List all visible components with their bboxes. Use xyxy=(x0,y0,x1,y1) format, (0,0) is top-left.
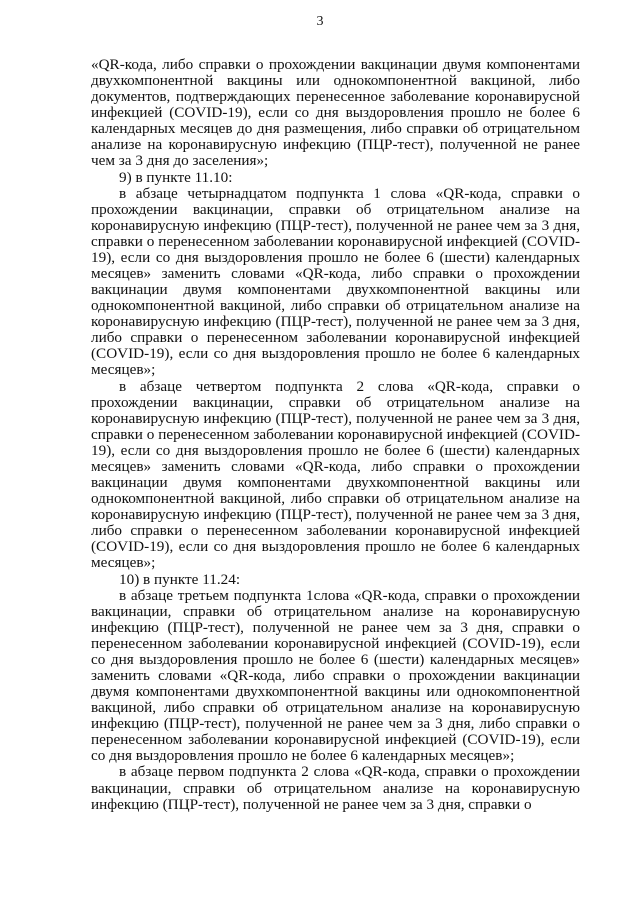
paragraph-11-24-subitem-2: в абзаце первом подпункта 2 слова «QR-кода, справки о прохождении вакцинации, справки об отрицательном анализе на коронавирусную инфекцию (ПЦР-тест), полученной не ранее чем за 3 дня, справки о xyxy=(91,763,580,813)
item-9-heading: 9) в пункте 11.10: xyxy=(119,168,233,186)
paragraph-continuation: «QR-кода, либо справки о прохождении вакцинации двумя компонентами двухкомпонентной вакцины или однокомпонентной вакциной, либо документов, подтверждающих перенесенное заболевание коронавирусной инфекцией (COVID-19), если со дня выздоровления прошло не более 6 календарных месяцев до дня размещения, либо справки об отрицательном анализе на коронавирусную инфекцию (ПЦР-тест), полученной не ранее чем за 3 дня до заселения»; xyxy=(91,56,580,170)
document-body xyxy=(91,57,580,813)
item-10-heading: 10) в пункте 11.24: xyxy=(119,570,241,588)
paragraph-11-10-subitem-1: в абзаце четырнадцатом подпункта 1 слова «QR-кода, справки о прохождении вакцинации, справки об отрицательном анализе на коронавирусную инфекцию (ПЦР-тест), полученной не ранее чем за 3 дня, справки о перенесенном заболевании коронавирусной инфекцией (COVID-19), если со дня выздоровления прошло не более 6 (шести) календарных месяцев» заменить словами «QR-кода, либо справки о прохождении вакцинации двумя компонентами двухкомпонентной вакцины или однокомпонентной вакциной, либо справки об отрицательном анализе на коронавирусную инфекцию (ПЦР-тест), полученной не ранее чем за 3 дня, либо справки о перенесенном заболевании коронавирусной инфекцией (COVID-19), если со дня выздоровления прошло не более 6 календарных месяцев»; xyxy=(91,184,580,379)
page-number: 3 xyxy=(316,14,324,29)
paragraph-11-24-subitem-1: в абзаце третьем подпункта 1слова «QR-кода, справки о прохождении вакцинации, справки об отрицательном анализе на коронавирусную инфекцию (ПЦР-тест), полученной не ранее чем за 3 дня, справки о перенесенном заболевании коронавирусной инфекцией (COVID-19), если со дня выздоровления прошло не более 6 (шести) календарных месяцев» заменить словами «QR-кода, либо справки о прохождении вакцинации двумя компонентами двухкомпонентной вакцины или однокомпонентной вакциной, либо справки об отрицательном анализе на коронавирусную инфекцию (ПЦР-тест), полученной не ранее чем за 3 дня, либо справки о перенесенном заболевании коронавирусной инфекцией (COVID-19), если со дня выздоровления прошло не более 6 календарных месяцев»; xyxy=(91,586,580,765)
paragraph-11-10-subitem-2: в абзаце четвертом подпункта 2 слова «QR-кода, справки о прохождении вакцинации, справки об отрицательном анализе на коронавирусную инфекцию (ПЦР-тест), полученной не ранее чем за 3 дня, справки о перенесенном заболевании коронавирусной инфекцией (COVID-19), если со дня выздоровления прошло не более 6 (шести) календарных месяцев» заменить словами «QR-кода, либо справки о прохождении вакцинации двумя компонентами двухкомпонентной вакцины или однокомпонентной вакциной, либо справки об отрицательном анализе на коронавирусную инфекцию (ПЦР-тест), полученной не ранее чем за 3 дня, либо справки о перенесенном заболевании коронавирусной инфекцией (COVID-19), если со дня выздоровления прошло не более 6 календарных месяцев»; xyxy=(91,377,580,572)
